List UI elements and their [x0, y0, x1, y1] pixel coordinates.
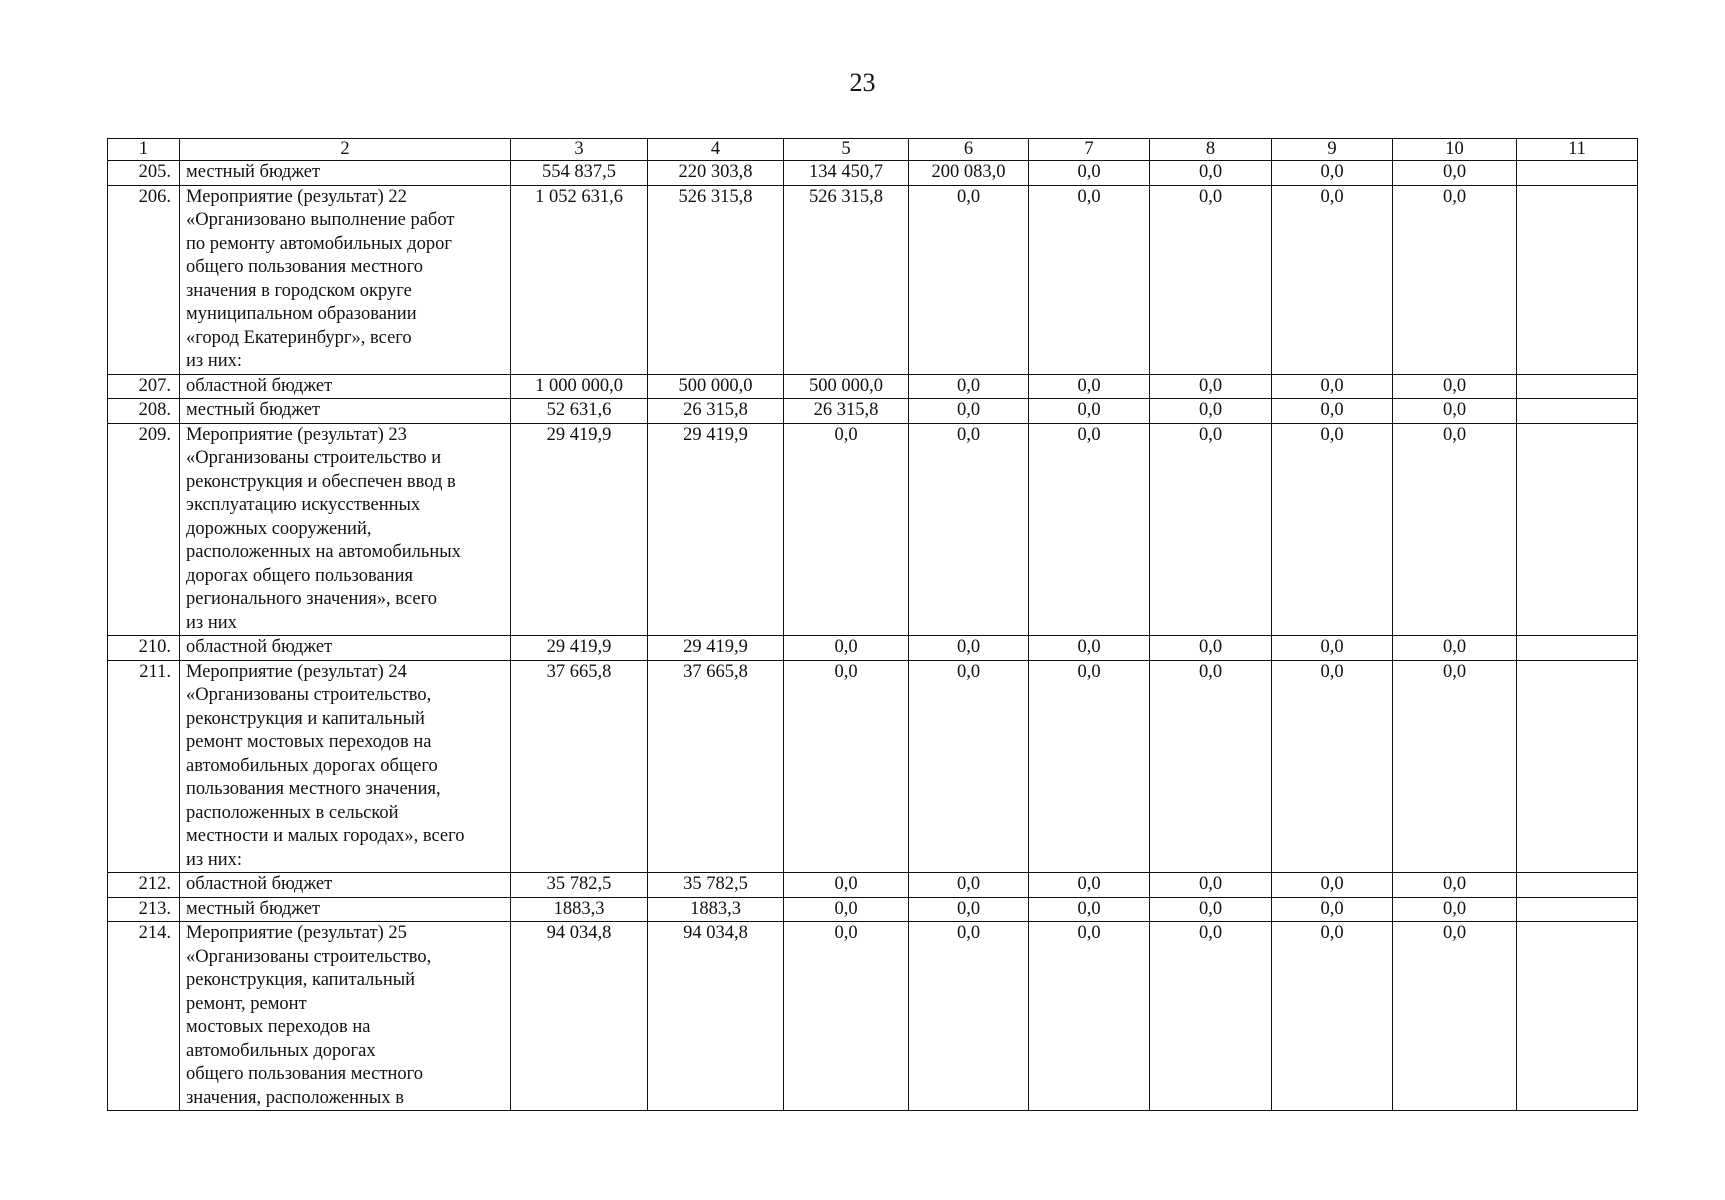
- description-line: расположенных в сельской: [186, 802, 399, 823]
- description-line: реконструкция и капитальный: [186, 708, 425, 729]
- table-row: [108, 423, 1638, 636]
- value-cell-col-10: 0,0: [1393, 897, 1517, 922]
- row-number: 214.: [108, 922, 180, 1111]
- description-line: по ремонту автомобильных дорог: [186, 233, 452, 254]
- description-line: «город Екатеринбург», всего: [186, 327, 412, 348]
- value-cell-col-10: 0,0: [1393, 374, 1517, 399]
- value-cell-col-3: 94 034,8: [511, 922, 648, 1111]
- description-line: расположенных на автомобильных: [186, 542, 461, 562]
- description-line: «Организовано выполнение работ: [186, 210, 455, 230]
- value-cell-col-8: 0,0: [1150, 897, 1272, 922]
- description-line: из них:: [186, 849, 243, 870]
- value-cell-col-7: 0,0: [1029, 897, 1150, 922]
- value-cell-col-9: 0,0: [1272, 873, 1393, 898]
- table-row: [108, 399, 1638, 424]
- table-row: [108, 922, 1638, 1111]
- value-cell-col-8: 0,0: [1150, 922, 1272, 1111]
- value-cell-col-9: 0,0: [1272, 399, 1393, 424]
- description-line: ремонт мостовых переходов на: [186, 732, 432, 752]
- value-cell-col-10: 0,0: [1393, 660, 1517, 873]
- value-cell-col-5: 26 315,8: [784, 399, 909, 424]
- value-cell-col-5: 0,0: [784, 873, 909, 898]
- value-cell-col-8: 0,0: [1150, 873, 1272, 898]
- description-line: эксплуатацию искусственных: [186, 495, 421, 515]
- value-cell-col-3: 52 631,6: [511, 399, 648, 424]
- value-cell-col-3: 37 665,8: [511, 660, 648, 873]
- value-cell-col-9: 0,0: [1272, 636, 1393, 661]
- value-cell-col-4: 94 034,8: [648, 922, 784, 1111]
- value-cell-col-4: 35 782,5: [648, 873, 784, 898]
- description-line: областной бюджет: [186, 375, 333, 396]
- value-cell-col-6: 0,0: [909, 873, 1029, 898]
- row-description: [180, 185, 511, 374]
- row-description: [180, 636, 511, 661]
- row-number: 206.: [108, 185, 180, 374]
- value-cell-col-5: 0,0: [784, 922, 909, 1111]
- value-cell-col-3: 29 419,9: [511, 636, 648, 661]
- row-description: [180, 423, 511, 636]
- value-cell-col-7: 0,0: [1029, 399, 1150, 424]
- value-cell-col-11: [1517, 660, 1638, 873]
- value-cell-col-7: 0,0: [1029, 185, 1150, 374]
- description-line: автомобильных дорогах общего: [186, 755, 438, 776]
- description-line: Мероприятие (результат) 25: [186, 923, 407, 943]
- description-line: местный бюджет: [186, 400, 321, 420]
- value-cell-col-8: 0,0: [1150, 399, 1272, 424]
- description-line: общего пользования местного: [186, 1064, 423, 1084]
- row-description: [180, 374, 511, 399]
- value-cell-col-11: [1517, 922, 1638, 1111]
- value-cell-col-11: [1517, 374, 1638, 399]
- description-line: дорожных сооружений,: [186, 518, 372, 539]
- description-line: пользования местного значения,: [186, 779, 441, 799]
- value-cell-col-5: 0,0: [784, 636, 909, 661]
- row-number: 209.: [108, 423, 180, 636]
- value-cell-col-8: 0,0: [1150, 374, 1272, 399]
- value-cell-col-8: 0,0: [1150, 423, 1272, 636]
- row-description: [180, 873, 511, 898]
- value-cell-col-6: 0,0: [909, 399, 1029, 424]
- row-description: [180, 660, 511, 873]
- value-cell-col-7: 0,0: [1029, 161, 1150, 186]
- column-header: 11: [1517, 139, 1638, 161]
- value-cell-col-10: 0,0: [1393, 922, 1517, 1111]
- value-cell-col-6: 0,0: [909, 897, 1029, 922]
- description-line: местный бюджет: [186, 898, 321, 919]
- description-line: мостовых переходов на: [186, 1017, 371, 1037]
- value-cell-col-11: [1517, 897, 1638, 922]
- value-cell-col-7: 0,0: [1029, 922, 1150, 1111]
- table-header-row: [108, 139, 1638, 161]
- value-cell-col-8: 0,0: [1150, 636, 1272, 661]
- column-header: 5: [784, 139, 909, 161]
- value-cell-col-9: 0,0: [1272, 423, 1393, 636]
- value-cell-col-11: [1517, 399, 1638, 424]
- description-line: Мероприятие (результат) 24: [186, 661, 407, 682]
- description-line: областной бюджет: [186, 637, 333, 657]
- value-cell-col-3: 35 782,5: [511, 873, 648, 898]
- value-cell-col-5: 134 450,7: [784, 161, 909, 186]
- description-line: местности и малых городах», всего: [186, 826, 465, 846]
- description-line: общего пользования местного: [186, 257, 423, 277]
- row-description: [180, 897, 511, 922]
- value-cell-col-7: 0,0: [1029, 374, 1150, 399]
- row-number: 208.: [108, 399, 180, 424]
- table-row: [108, 161, 1638, 186]
- row-number: 213.: [108, 897, 180, 922]
- description-line: регионального значения», всего: [186, 589, 437, 609]
- column-header: 6: [909, 139, 1029, 161]
- value-cell-col-7: 0,0: [1029, 873, 1150, 898]
- value-cell-col-11: [1517, 185, 1638, 374]
- row-description: [180, 161, 511, 186]
- table-row: [108, 897, 1638, 922]
- description-line: значения в городском округе: [186, 280, 412, 301]
- table-row: [108, 660, 1638, 873]
- table-row: [108, 873, 1638, 898]
- value-cell-col-11: [1517, 423, 1638, 636]
- value-cell-col-11: [1517, 636, 1638, 661]
- value-cell-col-6: 0,0: [909, 185, 1029, 374]
- table-row: [108, 185, 1638, 374]
- page-number: 23: [849, 68, 876, 97]
- column-header: 10: [1393, 139, 1517, 161]
- value-cell-col-4: 526 315,8: [648, 185, 784, 374]
- column-header: 8: [1150, 139, 1272, 161]
- column-header: 9: [1272, 139, 1393, 161]
- value-cell-col-4: 29 419,9: [648, 636, 784, 661]
- description-line: «Организованы строительство,: [186, 685, 432, 705]
- row-number: 211.: [108, 660, 180, 873]
- description-line: автомобильных дорогах: [186, 1040, 376, 1061]
- value-cell-col-9: 0,0: [1272, 185, 1393, 374]
- value-cell-col-7: 0,0: [1029, 636, 1150, 661]
- row-number: 210.: [108, 636, 180, 661]
- value-cell-col-3: 1883,3: [511, 897, 648, 922]
- value-cell-col-9: 0,0: [1272, 897, 1393, 922]
- value-cell-col-4: 220 303,8: [648, 161, 784, 186]
- budget-table: [107, 138, 1638, 1111]
- description-line: из них: [186, 612, 237, 633]
- row-number: 212.: [108, 873, 180, 898]
- description-line: «Организованы строительство и: [186, 448, 442, 468]
- description-line: ремонт, ремонт: [186, 993, 307, 1014]
- column-header: 2: [180, 139, 511, 161]
- column-header: 4: [648, 139, 784, 161]
- description-line: муниципальном образовании: [186, 304, 417, 324]
- value-cell-col-10: 0,0: [1393, 399, 1517, 424]
- description-line: «Организованы строительство,: [186, 946, 432, 967]
- value-cell-col-8: 0,0: [1150, 660, 1272, 873]
- column-header: 1: [108, 139, 180, 161]
- value-cell-col-9: 0,0: [1272, 161, 1393, 186]
- value-cell-col-10: 0,0: [1393, 636, 1517, 661]
- value-cell-col-9: 0,0: [1272, 660, 1393, 873]
- description-line: реконструкция и обеспечен ввод в: [186, 471, 456, 492]
- table-row: [108, 374, 1638, 399]
- description-line: Мероприятие (результат) 23: [186, 424, 407, 445]
- value-cell-col-6: 0,0: [909, 374, 1029, 399]
- row-number: 205.: [108, 161, 180, 186]
- value-cell-col-3: 29 419,9: [511, 423, 648, 636]
- value-cell-col-11: [1517, 873, 1638, 898]
- value-cell-col-5: 526 315,8: [784, 185, 909, 374]
- value-cell-col-5: 500 000,0: [784, 374, 909, 399]
- value-cell-col-4: 1883,3: [648, 897, 784, 922]
- value-cell-col-9: 0,0: [1272, 922, 1393, 1111]
- row-description: [180, 399, 511, 424]
- description-line: значения, расположенных в: [186, 1087, 404, 1108]
- description-line: из них:: [186, 351, 243, 371]
- value-cell-col-5: 0,0: [784, 660, 909, 873]
- value-cell-col-4: 26 315,8: [648, 399, 784, 424]
- value-cell-col-3: 1 000 000,0: [511, 374, 648, 399]
- description-line: реконструкция, капитальный: [186, 970, 416, 990]
- value-cell-col-4: 29 419,9: [648, 423, 784, 636]
- value-cell-col-5: 0,0: [784, 897, 909, 922]
- value-cell-col-7: 0,0: [1029, 660, 1150, 873]
- value-cell-col-3: 554 837,5: [511, 161, 648, 186]
- value-cell-col-5: 0,0: [784, 423, 909, 636]
- value-cell-col-4: 500 000,0: [648, 374, 784, 399]
- row-description: [180, 922, 511, 1111]
- value-cell-col-6: 0,0: [909, 423, 1029, 636]
- value-cell-col-4: 37 665,8: [648, 660, 784, 873]
- table-row: [108, 636, 1638, 661]
- value-cell-col-6: 0,0: [909, 660, 1029, 873]
- value-cell-col-3: 1 052 631,6: [511, 185, 648, 374]
- value-cell-col-9: 0,0: [1272, 374, 1393, 399]
- value-cell-col-7: 0,0: [1029, 423, 1150, 636]
- value-cell-col-6: 200 083,0: [909, 161, 1029, 186]
- value-cell-col-10: 0,0: [1393, 873, 1517, 898]
- row-number: 207.: [108, 374, 180, 399]
- column-header: 7: [1029, 139, 1150, 161]
- description-line: Мероприятие (результат) 22: [186, 186, 407, 207]
- description-line: областной бюджет: [186, 874, 333, 894]
- value-cell-col-10: 0,0: [1393, 423, 1517, 636]
- value-cell-col-6: 0,0: [909, 636, 1029, 661]
- value-cell-col-11: [1517, 161, 1638, 186]
- description-line: местный бюджет: [186, 162, 321, 182]
- column-header: 3: [511, 139, 648, 161]
- value-cell-col-6: 0,0: [909, 922, 1029, 1111]
- value-cell-col-8: 0,0: [1150, 185, 1272, 374]
- description-line: дорогах общего пользования: [186, 565, 413, 586]
- value-cell-col-10: 0,0: [1393, 185, 1517, 374]
- value-cell-col-8: 0,0: [1150, 161, 1272, 186]
- value-cell-col-10: 0,0: [1393, 161, 1517, 186]
